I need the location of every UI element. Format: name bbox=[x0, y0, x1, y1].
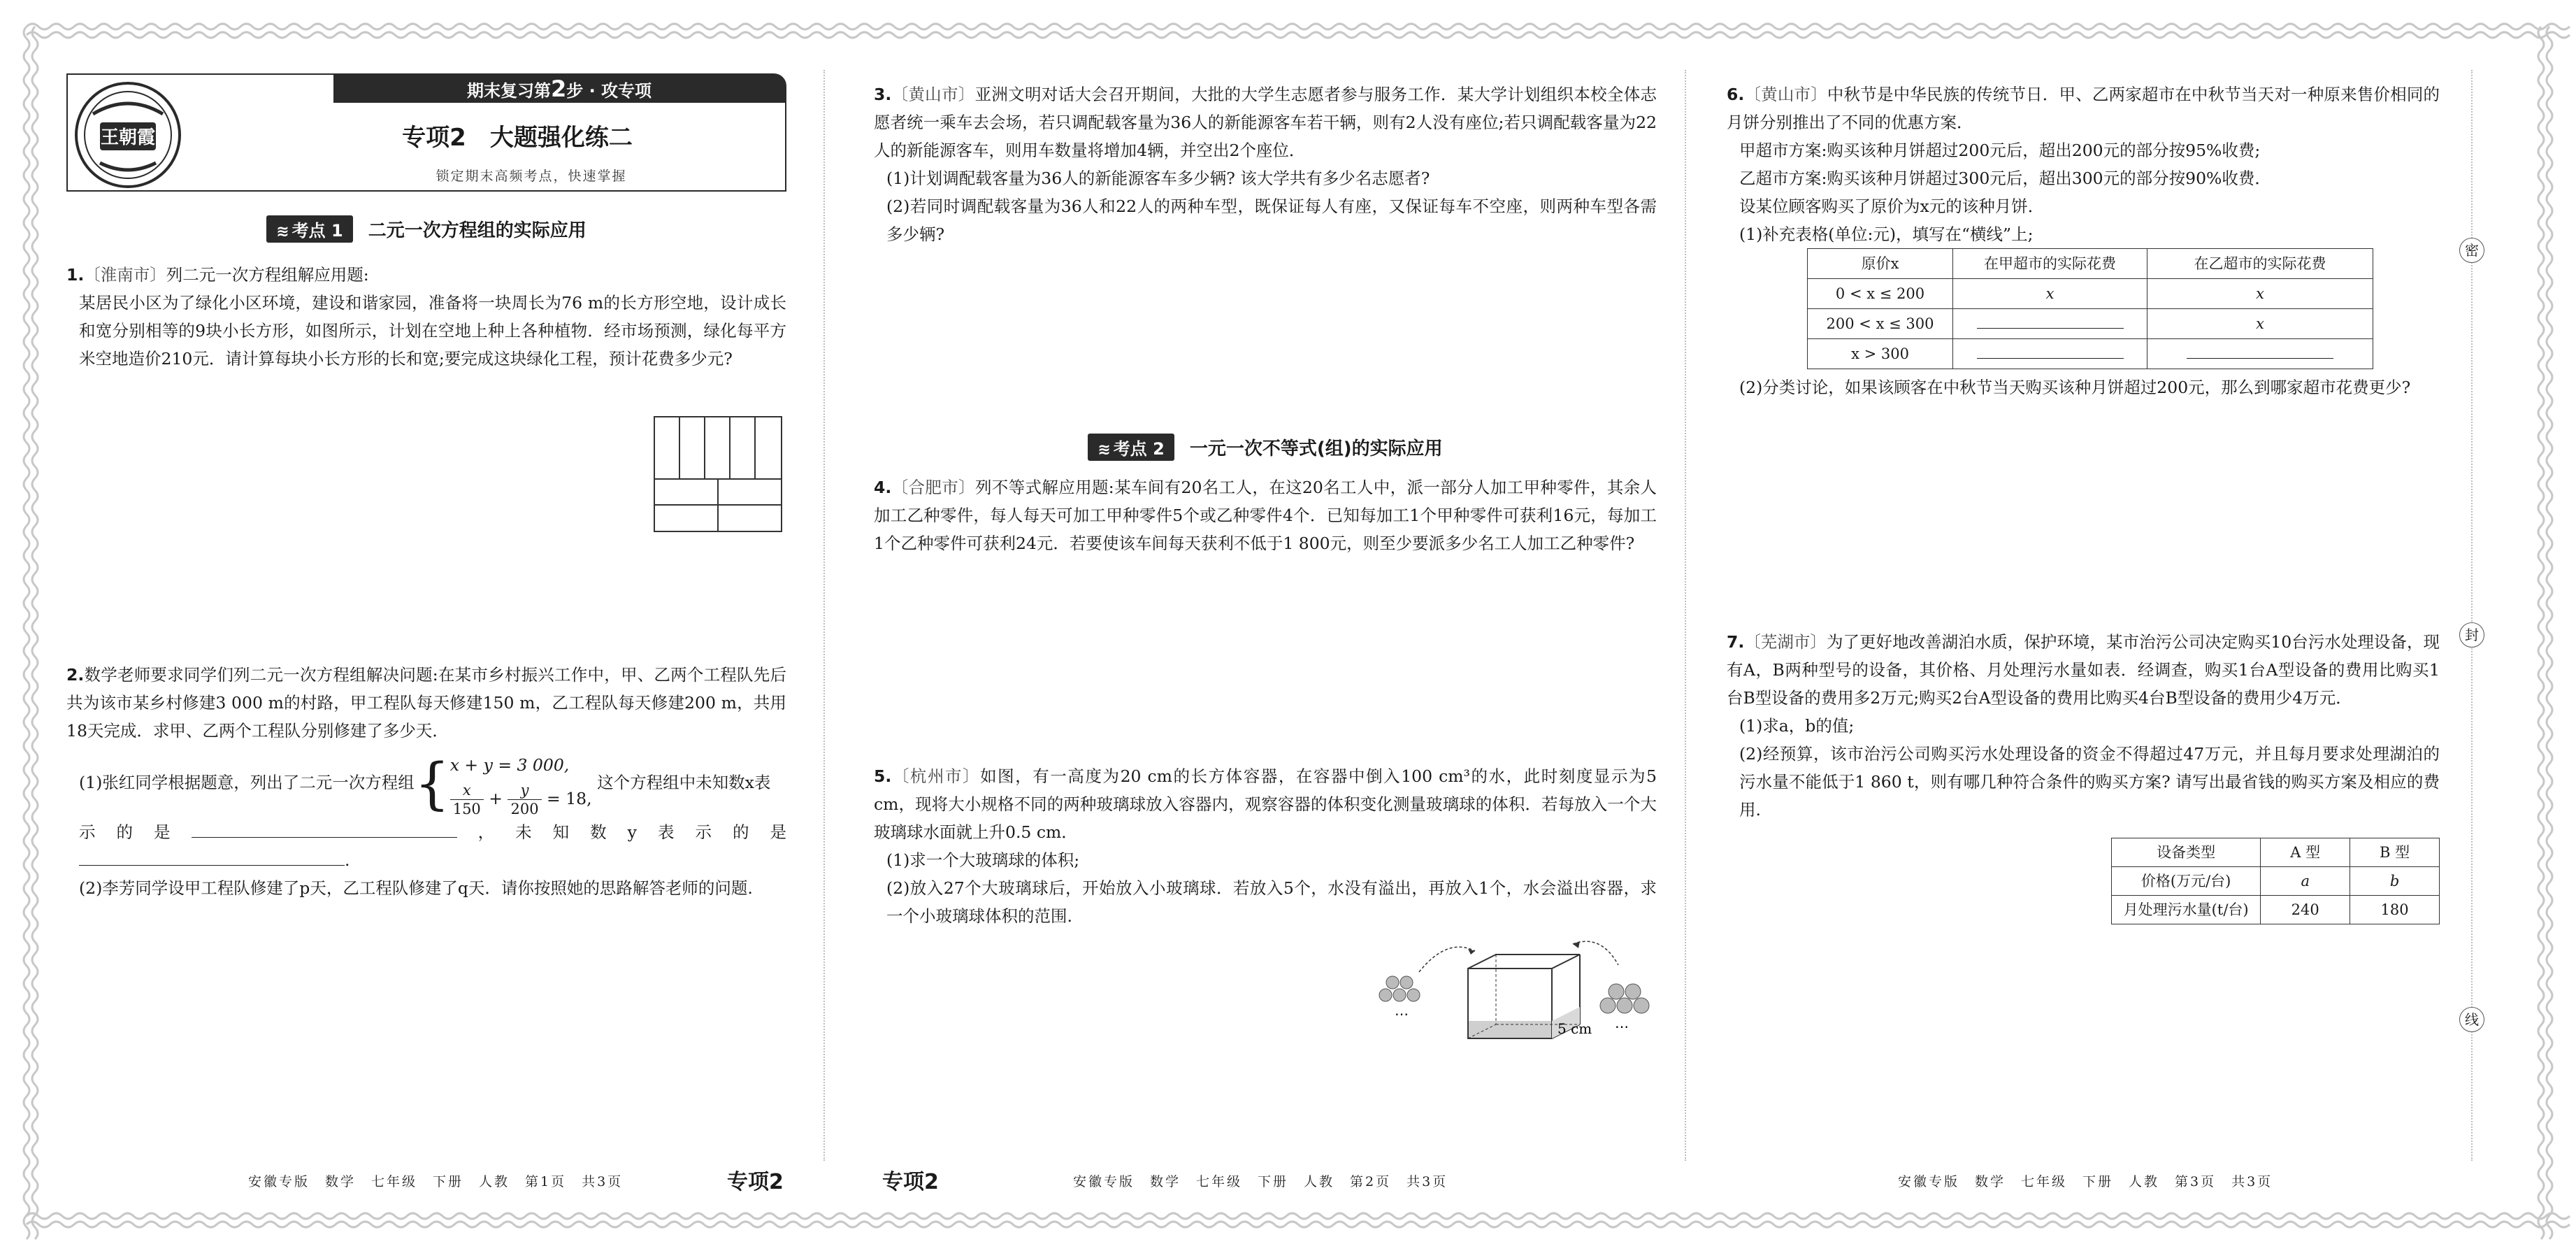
footer-page-2: 安徽专版 数学 七年级 下册 人教 第2页 共3页 bbox=[1073, 1174, 1448, 1189]
side-tag-feng: 封 bbox=[2459, 622, 2484, 648]
question-5: 5.〔杭州市〕如图，有一高度为20 cm的长方体容器，在容器中倒入100 cm³的水，此时刻度显示为5 cm，现将大小规格不同的两种玻璃球放入容器内，观察容器的体积变化测量玻璃球的体积．若每放入一个大玻璃球水面就上升0.5 cm． (1)求一个大玻璃球的体积; (2)放入27个大玻璃球后，开始放入小玻璃球．若放入5个，水没有溢出，再放入1个，水会溢出容器，求一个小玻璃球体积的范围. bbox=[874, 766, 1657, 926]
column-1 bbox=[66, 73, 787, 898]
svg-text:…: … bbox=[1395, 1002, 1409, 1019]
column-2 bbox=[874, 73, 1657, 1037]
header-banner: 期末复习第2步 · 攻专项 bbox=[333, 75, 785, 103]
topic-tag: ≋ 考点 1 bbox=[266, 215, 353, 243]
svg-text:王朝霞: 王朝霞 bbox=[100, 127, 156, 148]
svg-text:5 cm: 5 cm bbox=[1557, 1020, 1592, 1037]
answer-blank[interactable] bbox=[79, 848, 345, 866]
footer-section-right: 专项2 bbox=[882, 1170, 939, 1194]
equation-brace: { bbox=[414, 750, 450, 816]
column-divider bbox=[823, 70, 825, 1161]
column-3 bbox=[1727, 73, 2440, 918]
svg-text:…: … bbox=[1615, 1015, 1629, 1031]
section-subtitle: 锁定期末高频考点，快速掌握 bbox=[436, 169, 627, 184]
topic-1-heading: ≋ 考点 1 二元一次方程组的实际应用 bbox=[66, 215, 786, 243]
footer-page-3: 安徽专版 数学 七年级 下册 人教 第3页 共3页 bbox=[1898, 1174, 2273, 1189]
small-balls-left bbox=[1379, 976, 1420, 1001]
answer-blank[interactable] bbox=[1977, 311, 2124, 329]
binding-line bbox=[2471, 70, 2473, 1161]
large-balls-right bbox=[1600, 984, 1649, 1013]
column-divider bbox=[1685, 70, 1686, 1161]
topic-2-heading: ≋ 考点 2 一元一次不等式(组)的实际应用 bbox=[874, 434, 1657, 461]
section-header bbox=[66, 73, 786, 192]
section-title: 专项2 大题强化练二 bbox=[402, 124, 633, 152]
question-6: 6.〔黄山市〕中秋节是中华民族的传统节日．甲、乙两家超市在中秋节当天对一种原来售价相同的月饼分别推出了不同的优惠方案． 甲超市方案:购买该种月饼超过200元后，超出200元的部分按95%收费; 乙超市方案:购买该种月饼超过300元后，超出300元的部分按90%收费． 设某位顾客购买了原价为x元的该种月饼． (1)补充表格(单位:元)，填写在“横线”上; 原价x 在甲超市的实际花费 在乙超市的实际花费 0 < x ≤ 200 x x 200 < x ≤ 300 x x > 300 (2)分类讨论，如果该顾客在中秋节当天购买该种月饼超过200元，那么到哪家超市花费更少? bbox=[1727, 85, 2440, 397]
side-tag-xian: 线 bbox=[2459, 1007, 2484, 1032]
equipment-table: 设备类型 A 型 B 型 价格(万元/台) a b 月处理污水量(t/台) 240 180 bbox=[2111, 838, 2440, 924]
question-7: 7.〔芜湖市〕为了更好地改善湖泊水质，保护环境，某市治污公司决定购买10台污水处理设备，现有A，B两种型号的设备，其价格、月处理污水量如表．经调查，购买1台A型设备的费用比购买1台B型设备的费用多2万元;购买2台A型设备的费用比购买4台B型设备的费用少4万元． (1)求a，b的值; (2)经预算，该市治污公司购买污水处理设备的资金不得超过47万元，并且每月要求处理湖泊的污水量不能低于1 860 t，则有哪几种符合条件的购买方案? 请写出最省钱的购买方案及相应的费用. 设备类型 A 型 B 型 价格(万元/台) a b 月处理污水量(t/台) 240 180 bbox=[1727, 628, 2440, 924]
answer-blank[interactable] bbox=[2187, 341, 2333, 359]
equation-system: x + y = 3 000, $\frac{x}{150}$ + $\frac{y}{200}$ = 18, bbox=[449, 755, 592, 817]
footer-section-left: 专项2 bbox=[727, 1170, 784, 1194]
wave-icon: ≋ bbox=[276, 223, 289, 241]
wave-icon: ≋ bbox=[1098, 441, 1111, 459]
container-figure bbox=[1370, 930, 1664, 1056]
question-3: 3.〔黄山市〕亚洲文明对话大会召开期间，大批的大学生志愿者参与服务工作．某大学计划组织本校全体志愿者统一乘车去会场，若只调配载客量为36人的新能源客车若干辆，则有2人没有座位;若只调配载客量为22人的新能源客车，则用车数量将增加4辆，并空出2个座位． (1)计划调配载客量为36人的新能源客车多少辆? 该大学共有多少名志愿者? (2)若同时调配载客量为36人和22人的两种车型，既保证每人有座，又保证每车不空座，则两种车型各需多少辆? bbox=[874, 85, 1657, 244]
rectangle-figure bbox=[654, 416, 786, 535]
question-2: 2.数学老师要求同学们列二元一次方程组解决问题:在某市乡村振兴工作中，甲、乙两个工程队先后共为该市某乡村修建3 000 m的村路，甲工程队每天修建150 m，乙工程队每天修建200 m，共用18天完成．求甲、乙两个工程队分别修建了多少天． (1)张红同学根据题意，列出了二元一次方程组{ x + y = 3 000, $\frac{x}{150}$ + $\frac{y}{200}$ = 18, 这个方程组中未知数x表 示的是 ，未知数y表示的是. (2)李芳同学设甲工程队修建了p天，乙工程队修建了q天．请你按照她的思路解答老师的问题. bbox=[66, 665, 787, 898]
question-1: 1.〔淮南市〕列二元一次方程组解应用题: 某居民小区为了绿化小区环境，建设和谐家园，准备将一块周长为76 m的长方形空地，设计成长和宽分别相等的9块小长方形，如图所示，计划在空地上种上各种植物．经市场预测，绿化每平方米空地造价210元．请计算每块小长方形的长和宽;要完成这块绿化工程，预计花费多少元? bbox=[66, 265, 786, 369]
answer-blank[interactable] bbox=[192, 820, 457, 838]
topic-tag: ≋ 考点 2 bbox=[1088, 434, 1174, 461]
footer-page-1: 安徽专版 数学 七年级 下册 人教 第1页 共3页 bbox=[248, 1174, 624, 1189]
side-tag-mi: 密 bbox=[2459, 238, 2484, 263]
question-4: 4.〔合肥市〕列不等式解应用题:某车间有20名工人，在这20名工人中，派一部分人加工甲种零件，其余人加工乙种零件，每人每天可加工甲种零件5个或乙种零件4个．已知每加工1个甲种零件可获利16元，每加工1个乙种零件可获利24元．若要使该车间每天获利不低于1 800元，则至少要派多少名工人加工乙种零件? bbox=[874, 478, 1657, 553]
publisher-logo bbox=[72, 79, 184, 191]
pricing-table: 原价x 在甲超市的实际花费 在乙超市的实际花费 0 < x ≤ 200 x x 200 < x ≤ 300 x x > 300 bbox=[1807, 248, 2373, 369]
answer-blank[interactable] bbox=[1977, 341, 2124, 359]
